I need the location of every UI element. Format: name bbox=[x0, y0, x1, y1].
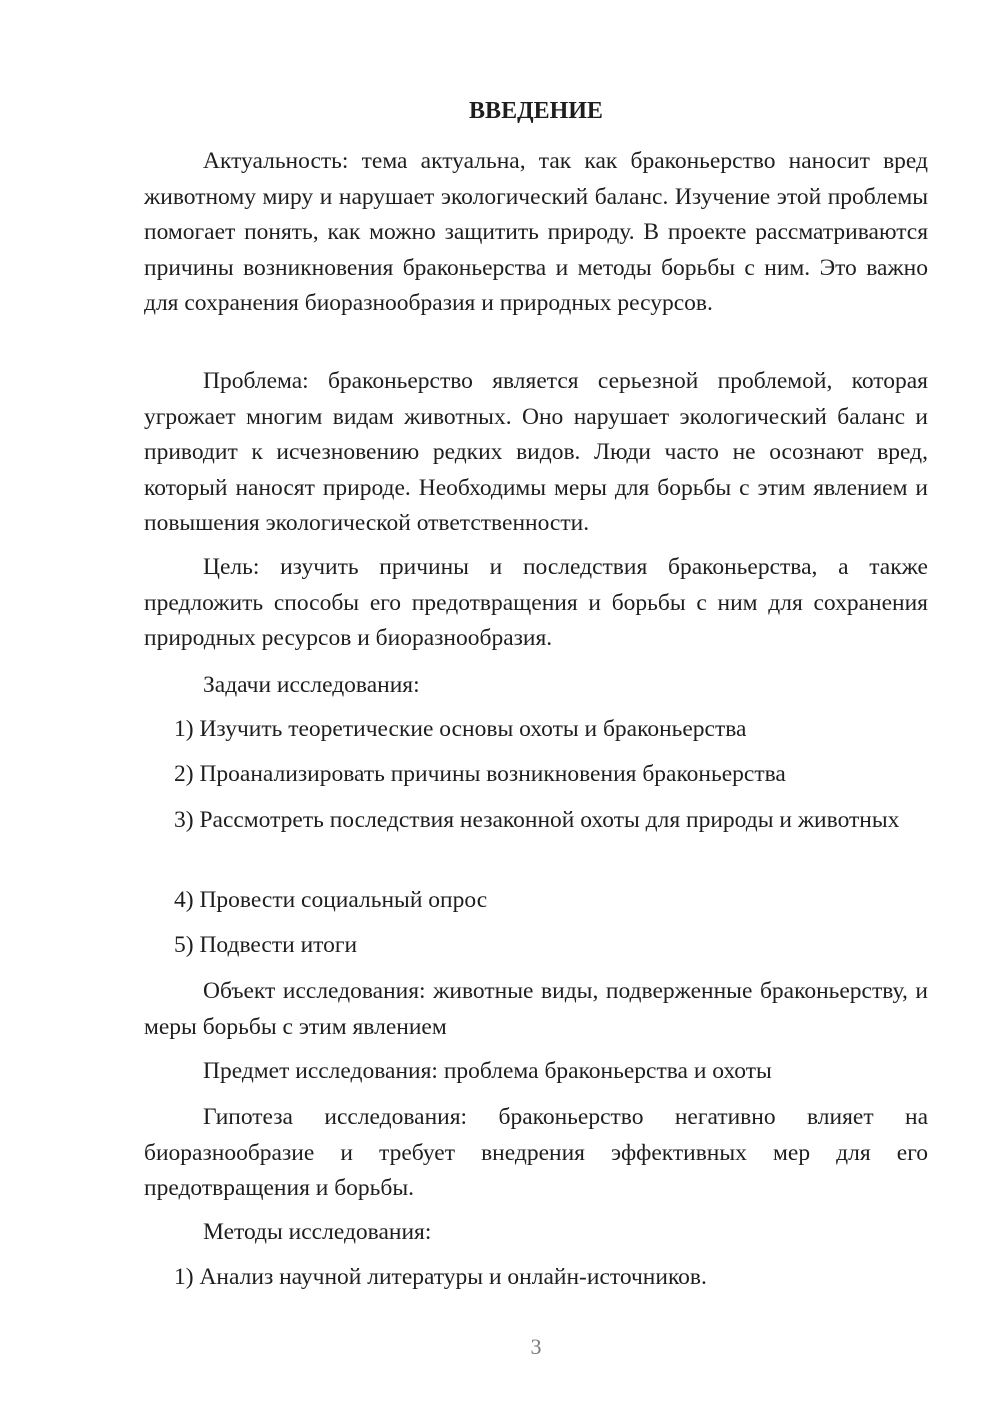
tasks-heading: Задачи исследования: bbox=[203, 672, 420, 698]
subject-paragraph: Предмет исследования: проблема браконьерства и охоты bbox=[203, 1058, 772, 1084]
task-item-3: 3) Рассмотреть последствия незаконной охоты для природы и животных bbox=[174, 807, 900, 833]
task-item-5: 5) Подвести итоги bbox=[174, 932, 358, 958]
methods-heading: Методы исследования: bbox=[203, 1219, 432, 1245]
page-number: 3 bbox=[530, 1334, 542, 1359]
hypothesis-paragraph: Гипотеза исследования: браконьерство негативно влияет на биоразнообразие и требует внедрения эффективных мер для его предотвращения и борьбы. bbox=[144, 1104, 928, 1201]
object-paragraph: Объект исследования: животные виды, подверженные браконьерству, и меры борьбы с этим явлением bbox=[144, 978, 928, 1040]
task-item-2: 2) Проанализировать причины возникновения браконьерства bbox=[174, 761, 786, 787]
task-item-1: 1) Изучить теоретические основы охоты и браконьерства bbox=[174, 716, 747, 742]
task-item-4: 4) Провести социальный опрос bbox=[174, 887, 488, 913]
section-title: ВВЕДЕНИЕ bbox=[469, 98, 603, 124]
relevance-paragraph: Актуальность: тема актуальна, так как браконьерство наносит вред животному миру и нарушает экологический баланс. Изучение этой проблемы помогает понять, как можно защитить природу. В проекте рассматриваются причины возникновения браконьерства и методы борьбы с ним. Это важно для сохранения биоразнообразия и природных ресурсов. bbox=[144, 148, 928, 316]
problem-paragraph: Проблема: браконьерство является серьезной проблемой, которая угрожает многим видам животных. Оно нарушает экологический баланс и приводит к исчезновению редких видов. Люди часто не осознают вред, который наносят природе. Необходимы меры для борьбы с этим явлением и повышения экологической ответственности. bbox=[144, 368, 928, 536]
method-item-1: 1) Анализ научной литературы и онлайн-источников. bbox=[174, 1264, 707, 1290]
goal-paragraph: Цель: изучить причины и последствия браконьерства, а также предложить способы его предотвращения и борьбы с ним для сохранения природных ресурсов и биоразнообразия. bbox=[144, 554, 928, 651]
